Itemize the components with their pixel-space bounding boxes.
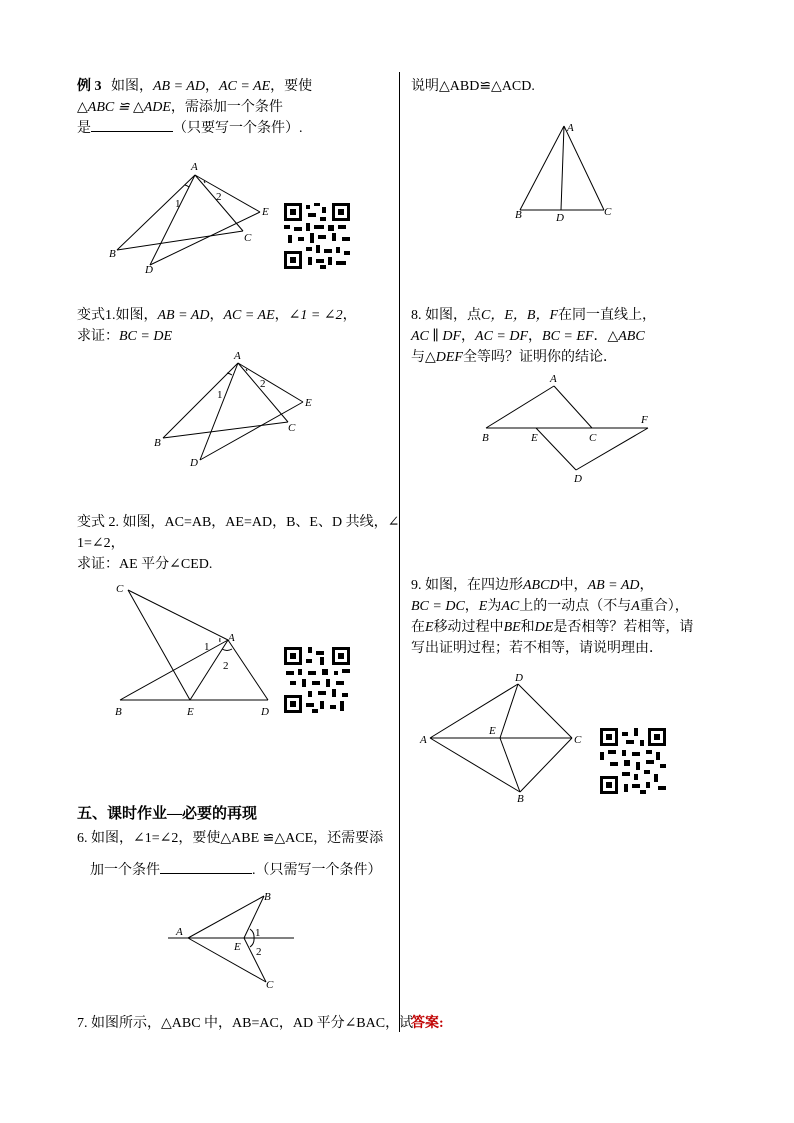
label-B: B — [115, 706, 122, 718]
label-E: E — [234, 941, 241, 953]
answer-label: 答案: — [411, 1016, 444, 1031]
example3-line2: △ABC ≌ △ADE，需添加一个条件 — [77, 100, 283, 115]
label-B: B — [482, 432, 489, 444]
example3-label: 例 3 — [77, 79, 102, 94]
variant1-line2: 求证：BC = DE — [77, 329, 172, 344]
label-B: B — [264, 891, 271, 903]
q8-line2: AC ∥ DF，AC = DF，BC = EF．△ABC — [411, 329, 645, 344]
label-C: C — [244, 232, 252, 244]
label-D: D — [556, 212, 564, 224]
q7-line1: 7. 如图所示，△ABC 中，AB=AC，AD 平分∠BAC，试 — [77, 1016, 414, 1031]
answer-blank[interactable] — [91, 131, 173, 132]
label-D: D — [145, 264, 153, 276]
label-D: D — [190, 457, 198, 469]
q6-figure — [168, 886, 298, 994]
label-C: C — [589, 432, 597, 444]
variant1-line1: 变式1.如图，AB = AD，AC = AE，∠1 = ∠2， — [77, 308, 357, 323]
label-E: E — [489, 725, 496, 737]
answer-blank[interactable] — [160, 873, 252, 874]
label-A: A — [228, 632, 235, 644]
angle-2: 2 — [216, 191, 222, 203]
q9-line1: 9. 如图，在四边形ABCD中，AB = AD， — [411, 578, 654, 593]
label-A: A — [234, 350, 241, 362]
variant2-line3: 求证：AE 平分∠CED. — [77, 557, 213, 572]
q7-figure — [508, 120, 618, 225]
q8-line1: 8. 如图，点C，E，B，F在同一直线上， — [411, 308, 656, 323]
label-B: B — [109, 248, 116, 260]
angle-1: 1 — [175, 198, 181, 210]
label-C: C — [604, 206, 612, 218]
qr-code-icon — [600, 728, 666, 794]
column-divider — [399, 72, 400, 1032]
label-C: C — [266, 979, 274, 991]
angle-2: 2 — [256, 946, 262, 958]
q8-figure — [478, 370, 658, 488]
angle-2: 2 — [223, 660, 229, 672]
label-B: B — [154, 437, 161, 449]
label-D: D — [515, 672, 523, 684]
q6-line2: 加一个条件 .（只需写一个条件） — [90, 863, 382, 878]
label-E: E — [531, 432, 538, 444]
qr-code-icon — [284, 203, 350, 269]
section-title: 五、课时作业—必要的再现 — [77, 806, 258, 822]
example3-line1: 例 3 如图，AB = AD，AC = AE，要使 — [77, 79, 313, 94]
label-A: A — [420, 734, 427, 746]
variant1-figure — [148, 345, 328, 470]
label-D: D — [574, 473, 582, 485]
label-E: E — [187, 706, 194, 718]
q8-line3: 与△DEF全等吗？证明你的结论． — [411, 350, 617, 365]
example3-line3: 是 （只要写一个条件）. — [77, 121, 303, 136]
label-C: C — [574, 734, 582, 746]
q9-line3: 在E移动过程中BE和DE是否相等？若相等，请 — [411, 620, 694, 635]
label-E: E — [262, 206, 269, 218]
variant2-figure — [108, 578, 278, 723]
label-A: A — [567, 122, 574, 134]
q9-line2: BC = DC，E为AC上的一动点（不与A重合）， — [411, 599, 689, 614]
label-F: F — [641, 414, 648, 426]
example3-figure — [105, 155, 290, 280]
q9-line4: 写出证明过程；若不相等，请说明理由． — [411, 641, 663, 656]
label-A: A — [550, 373, 557, 385]
angle-1: 1 — [255, 927, 261, 939]
label-D: D — [261, 706, 269, 718]
label-C: C — [116, 583, 124, 595]
label-A: A — [176, 926, 183, 938]
label-B: B — [515, 209, 522, 221]
label-A: A — [191, 161, 198, 173]
angle-2: 2 — [260, 378, 266, 390]
q6-line1: 6. 如图，∠1=∠2，要使△ABE ≌△ACE，还需要添 — [77, 831, 384, 846]
q9-figure — [416, 668, 596, 805]
variant2-line1: 变式 2. 如图，AC=AB，AE=AD，B、E、D 共线，∠ — [77, 515, 400, 530]
angle-1: 1 — [217, 389, 223, 401]
qr-code-icon — [284, 647, 350, 713]
q7-line2: 说明△ABD≌△ACD. — [411, 79, 535, 94]
label-E: E — [305, 397, 312, 409]
label-C: C — [288, 422, 296, 434]
variant2-line2: 1=∠2， — [77, 536, 125, 551]
label-B: B — [517, 793, 524, 805]
angle-1: 1 — [204, 641, 210, 653]
